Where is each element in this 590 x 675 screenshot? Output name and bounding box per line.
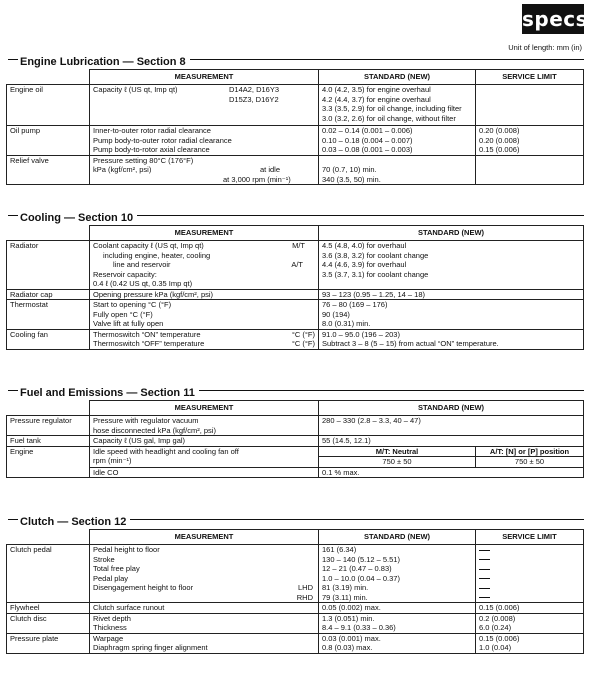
col-measurement: MEASUREMENT — [90, 70, 319, 85]
section-title: Clutch — Section 12 — [8, 512, 584, 526]
measurement-cell: Capacity ℓ (US gal, Imp gal) — [90, 436, 319, 447]
item-engine: Engine — [7, 446, 90, 478]
dash-mark — [479, 597, 490, 598]
table-header-row — [7, 401, 584, 416]
item-oil-pump: Oil pump — [7, 126, 90, 156]
item-clutch-disc: Clutch disc — [7, 613, 90, 633]
table-header-row — [7, 226, 584, 241]
col-measurement: MEASUREMENT — [90, 401, 319, 416]
standard-cell: 76 – 80 (169 – 176) 90 (194) 8.0 (0.31) min. — [319, 300, 584, 330]
table-row — [7, 613, 584, 633]
at-position-header: A/T: [N] or [P] position — [476, 446, 584, 457]
cooling-table — [6, 225, 584, 350]
measurement-cell: Idle CO — [90, 467, 319, 478]
standard-cell: 280 – 330 (2.8 – 3.3, 40 – 47) — [319, 416, 584, 436]
table-row — [7, 436, 584, 447]
standard-cell: 55 (14.5, 12.1) — [319, 436, 584, 447]
measurement-cell: Opening pressure kPa (kgf/cm², psi) — [90, 289, 319, 300]
section-cooling — [6, 208, 584, 350]
section-engine-lubrication — [6, 52, 584, 185]
unit-note: Unit of length: mm (in) — [508, 43, 582, 52]
standard-cell: 161 (6.34) 130 – 140 (5.12 – 5.51) 12 – 21 (0.47 – 0.83) 1.0 – 10.0 (0.04 – 0.37) 81 (3.19) min. 79 (3.11) min. — [319, 545, 476, 603]
fuel-emissions-table — [6, 400, 584, 478]
service-cell — [476, 545, 584, 603]
col-standard: STANDARD (NEW) — [319, 530, 476, 545]
table-row — [7, 446, 584, 457]
item-flywheel: Flywheel — [7, 603, 90, 614]
item-relief-valve: Relief valve — [7, 155, 90, 185]
section-clutch — [6, 512, 584, 654]
dash-mark — [479, 578, 490, 579]
table-header-row — [7, 70, 584, 85]
dash-mark — [479, 588, 490, 589]
table-row — [7, 85, 584, 126]
item-radiator-cap: Radiator cap — [7, 289, 90, 300]
standard-cell: 93 – 123 (0.95 – 1.25, 14 – 18) — [319, 289, 584, 300]
dash-mark — [479, 559, 490, 560]
col-standard: STANDARD (NEW) — [319, 70, 476, 85]
table-row — [7, 416, 584, 436]
col-measurement: MEASUREMENT — [90, 226, 319, 241]
col-standard: STANDARD (NEW) — [319, 226, 584, 241]
at-idle-value: 750 ± 50 — [476, 457, 584, 468]
col-measurement: MEASUREMENT — [90, 530, 319, 545]
table-header-row — [7, 530, 584, 545]
measurement-cell: Rivet depth Thickness — [90, 613, 319, 633]
measurement-cell: Pressure with regulator vacuum hose disconnected kPa (kgf/cm², psi) — [90, 416, 319, 436]
dash-mark — [479, 550, 490, 551]
table-row — [7, 155, 584, 185]
item-cooling-fan: Cooling fan — [7, 329, 90, 349]
table-row — [7, 633, 584, 653]
specs-badge: specs — [522, 4, 584, 34]
mt-neutral-header: M/T: Neutral — [319, 446, 476, 457]
standard-cell: 4.5 (4.8, 4.0) for overhaul 3.6 (3.8, 3.2) for coolant change 4.4 (4.6, 3.9) for overhaul 3.5 (3.7, 3.1) for coolant change — [319, 241, 584, 290]
standard-cell: 0.1 % max. — [319, 467, 584, 478]
standard-cell: 0.02 – 0.14 (0.001 – 0.006) 0.10 – 0.18 (0.004 – 0.007) 0.03 – 0.08 (0.001 – 0.003) — [319, 126, 476, 156]
section-title: Engine Lubrication — Section 8 — [8, 52, 584, 66]
measurement-cell: Pedal height to floor Stroke Total free play Pedal play Disengagement height to floor LHD RHD — [90, 545, 319, 603]
mt-idle-value: 750 ± 50 — [319, 457, 476, 468]
section-title: Fuel and Emissions — Section 11 — [8, 383, 584, 397]
standard-cell: 0.05 (0.002) max. — [319, 603, 476, 614]
service-cell: 0.2 (0.008) 6.0 (0.24) — [476, 613, 584, 633]
service-cell — [476, 85, 584, 126]
measurement-cell: Thermoswitch “ON” temperature °C (°F) Thermoswitch “OFF” temperature °C (°F) — [90, 329, 319, 349]
item-engine-oil: Engine oil — [7, 85, 90, 126]
clutch-table — [6, 529, 584, 654]
standard-cell: 91.0 – 95.0 (196 – 203) Subtract 3 – 8 (5 – 15) from actual “ON” temperature. — [319, 329, 584, 349]
item-pressure-plate: Pressure plate — [7, 633, 90, 653]
measurement-cell: Pressure setting 80°C (176°F) kPa (kgf/cm², psi) at idle at 3,000 rpm (min⁻¹) — [90, 155, 319, 185]
measurement-cell: Inner-to-outer rotor radial clearance Pump body-to-outer rotor radial clearance Pump body-to-rotor axial clearance — [90, 126, 319, 156]
standard-cell: 1.3 (0.051) min. 8.4 – 9.1 (0.33 – 0.36) — [319, 613, 476, 633]
section-fuel-emissions — [6, 383, 584, 478]
measurement-cell: Start to opening °C (°F) Fully open °C (°F) Valve lift at fully open — [90, 300, 319, 330]
measurement-cell: Capacity ℓ (US qt, Imp qt) D14A2, D16Y3 D15Z3, D16Y2 — [90, 85, 319, 126]
standard-cell: 0.03 (0.001) max. 0.8 (0.03) max. — [319, 633, 476, 653]
standard-cell: 4.0 (4.2, 3.5) for engine overhaul 4.2 (4.4, 3.7) for engine overhaul 3.3 (3.5, 2.9) for oil change, including filter 3.0 (3.2, 2.6) for oil change, without filter — [319, 85, 476, 126]
table-row — [7, 289, 584, 300]
service-cell: 0.15 (0.006) 1.0 (0.04) — [476, 633, 584, 653]
standard-cell: 70 (0.7, 10) min. 340 (3.5, 50) min. — [319, 155, 476, 185]
item-thermostat: Thermostat — [7, 300, 90, 330]
table-row — [7, 545, 584, 603]
item-clutch-pedal: Clutch pedal — [7, 545, 90, 603]
col-service-limit: SERVICE LIMIT — [476, 70, 584, 85]
item-radiator: Radiator — [7, 241, 90, 290]
service-cell: 0.20 (0.008) 0.20 (0.008) 0.15 (0.006) — [476, 126, 584, 156]
measurement-cell: Coolant capacity ℓ (US qt, Imp qt) M/T including engine, heater, cooling line and reservoir A/T Reservoir capacity: 0.4 ℓ (0.42 US qt, 0.35 Imp qt) — [90, 241, 319, 290]
measurement-cell: Clutch surface runout — [90, 603, 319, 614]
table-row — [7, 241, 584, 290]
item-pressure-regulator: Pressure regulator — [7, 416, 90, 436]
item-fuel-tank: Fuel tank — [7, 436, 90, 447]
table-row — [7, 467, 584, 478]
section-title: Cooling — Section 10 — [8, 208, 584, 222]
service-cell — [476, 155, 584, 185]
table-row — [7, 603, 584, 614]
dash-mark — [479, 569, 490, 570]
table-row — [7, 329, 584, 349]
col-service-limit: SERVICE LIMIT — [476, 530, 584, 545]
table-row — [7, 300, 584, 330]
measurement-cell: Warpage Diaphragm spring finger alignment — [90, 633, 319, 653]
service-cell: 0.15 (0.006) — [476, 603, 584, 614]
measurement-cell: Idle speed with headlight and cooling fan off rpm (min⁻¹) — [90, 446, 319, 467]
col-standard: STANDARD (NEW) — [319, 401, 584, 416]
engine-lubrication-table — [6, 69, 584, 185]
table-row — [7, 126, 584, 156]
